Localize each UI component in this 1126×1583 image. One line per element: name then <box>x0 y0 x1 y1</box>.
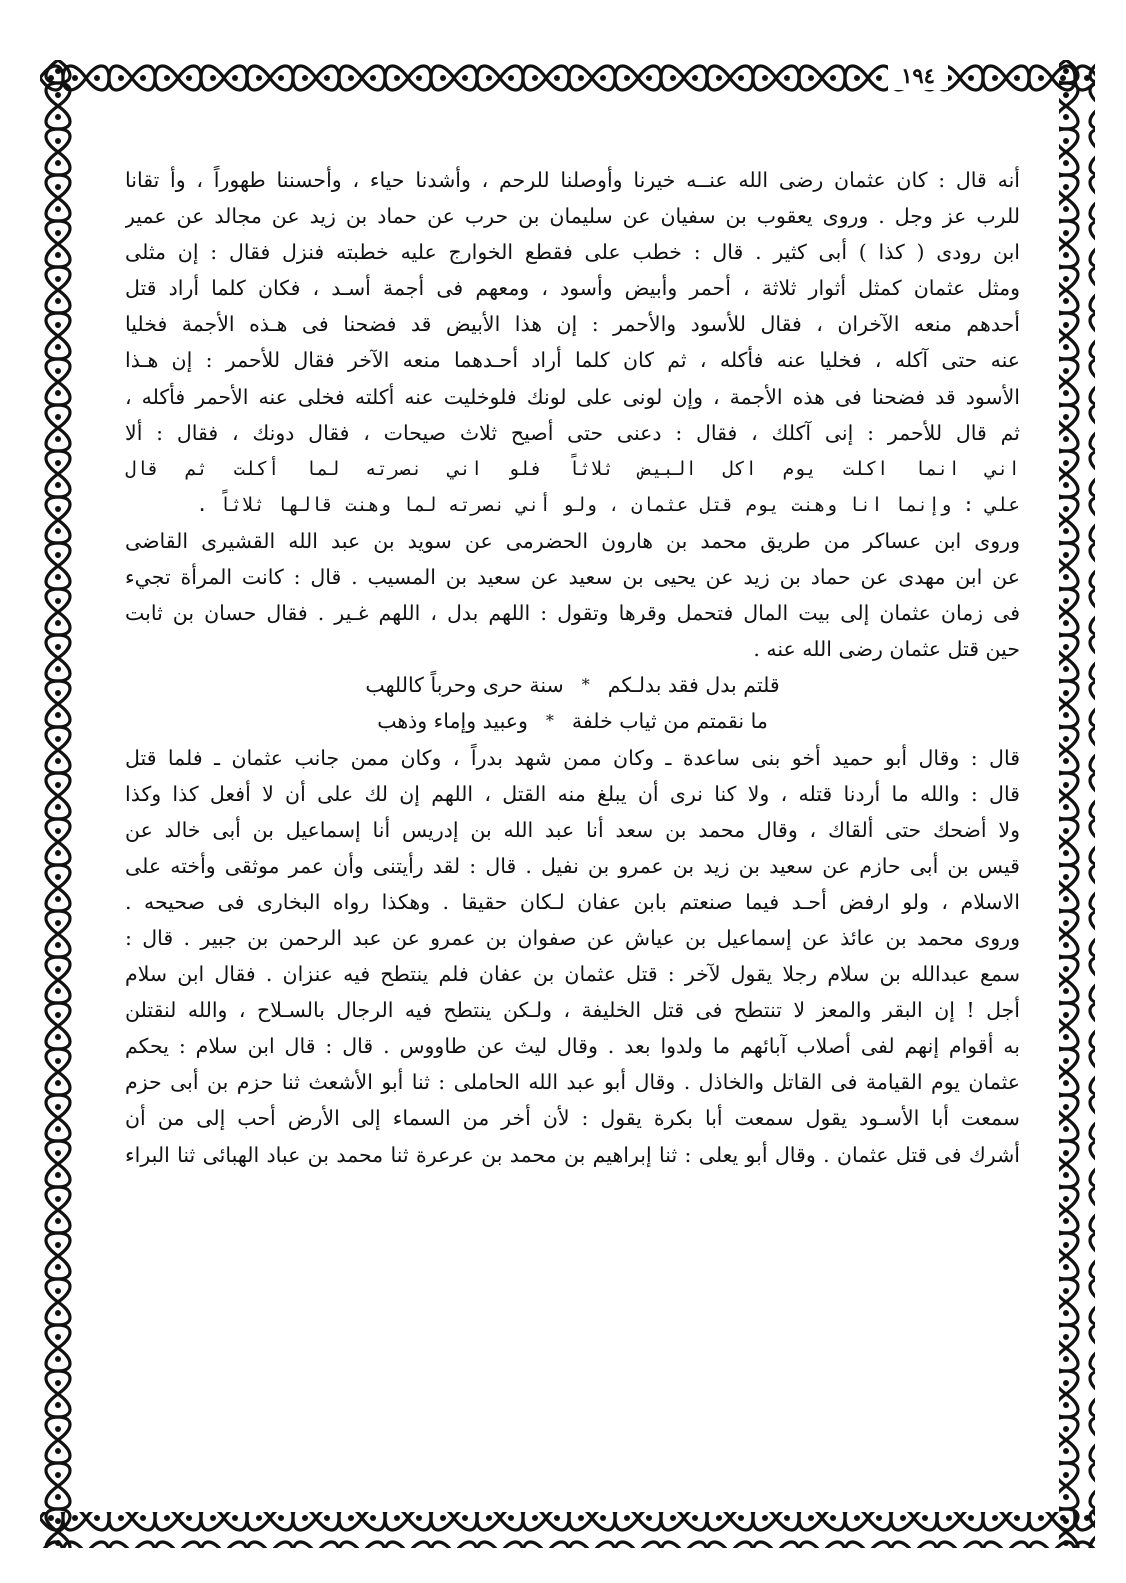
text-line: عن ابن مهدى عن حماد بن زيد عن يحيى بن سعيد عن سعيد بن المسيب . قال : كانت المرأة تجيء <box>125 565 1020 590</box>
text-line: عنه حتى آكله ، فخليا عنه فأكله ، ثم كان كلما أراد أحـدهما منعه الآخر فقال للأحمر : إن هـذا <box>125 348 1020 373</box>
text-line: وروى ابن عساكر من طريق محمد بن هارون الحضرمى عن سويد بن عبد الله القشيرى القاضى <box>125 528 1020 553</box>
typewriter-line: علي : وإنما انا وهنت يوم قتل عثمان ، ولو أني نصرته لما وهنت قالها ثلاثاً . <box>196 493 1020 516</box>
text-line: به أقوام إنهم لفى أصلاب آبائهم ما ولدوا بعد . وقال ليث عن طاووس . قال : قال ابن سلام : يحكم <box>125 1034 1020 1059</box>
verse-hemistich-right: قلتم بدل فقد بدلـكم <box>607 673 780 698</box>
text-line: عثمان يوم القيامة فى القاتل والخاذل . وقال أبو عبد الله الحاملى : ثنا أبو الأشعث ثنا حزم بن أبى حزم <box>125 1070 1020 1095</box>
text-line: أنه قال : كان عثمان رضى الله عنــه خيرنا وأوصلنا للرحم ، وأشدنا حياء ، وأحسننا طهوراً ، وأ تقانا <box>125 168 1020 192</box>
verse-line <box>125 703 1020 739</box>
text-line: ولا أضحك حتى ألقاك ، وقال محمد بن سعد أنا عبد الله بن إدريس أنا إسماعيل بن أبى خالد عن <box>125 817 1020 842</box>
text-line: حين قتل عثمان رضى الله عنه . <box>753 637 1020 662</box>
text-line: قال : وقال أبو حميد أخو بنى ساعدة ـ وكان ممن شهد بدراً ، وكان ممن جانب عثمان ـ فلما قتل <box>125 745 1020 770</box>
verse-line <box>125 667 1020 703</box>
typewriter-line: اني انما اكلت يوم اكل البيض ثلاثاً فلو اني نصرته لما أكلت ثم قال <box>125 457 1020 480</box>
border-right <box>1059 60 1095 1548</box>
text-line: قيس بن أبى حازم عن سعيد بن زيد بن عمرو بن نفيل . قال : لقد رأيتنى وأن عمر موثقى وأخته على <box>125 853 1020 878</box>
page-number: ١٩٤ <box>888 62 948 90</box>
text-line: ابن رودى ( كذا ) أبى كثير . قال : خطب على فقطع الخوارج عليه خطبته فنزل فقال : إن مثلى <box>125 240 1020 265</box>
text-line: سمع عبدالله بن سلام رجلا يقول لآخر : قتل عثمان بن عفان فلم ينتطح فيه عنزان . فقال ابن سلام <box>125 962 1020 987</box>
text-line: ومثل عثمان كمثل أثوار ثلاثة ، أحمر وأبيض وأسود ، ومعهم فى أجمة أسـد ، فكان كلما أراد قتل <box>125 276 1020 301</box>
verse-hemistich-left: وعبيد وإماء وذهب <box>377 709 528 734</box>
text-line: وروى محمد بن عائذ عن إسماعيل بن عياش عن صفوان بن عمرو عن عبد الرحمن بن جبير . قال : <box>125 925 1020 950</box>
verse-separator: * <box>581 675 590 695</box>
verse-hemistich-right: ما نقمتم من ثياب خلفة <box>571 709 768 734</box>
text-line: للرب عز وجل . وروى يعقوب بن سفيان عن سليمان بن حرب عن حماد بن زيد عن مجالد عن عمير <box>125 204 1020 229</box>
border-bottom <box>40 1512 1095 1548</box>
verse-hemistich-left: سنة حرى وحرباً كاللهب <box>365 673 564 698</box>
text-line: ثم قال للأحمر : إنى آكلك ، فقال : دعنى حتى أصيح ثلاث صيحات ، فقال دونك ، فقال : ألا <box>125 420 1020 445</box>
text-line: الاسلام ، ولو ارفض أحـد فيما صنعتم بابن عفان لـكان حقيقا . وهكذا رواه البخارى فى صحيحه . <box>125 889 1020 914</box>
text-line: أشرك فى قتل عثمان . وقال أبو يعلى : ثنا إبراهيم بن محمد بن عرعرة ثنا محمد بن عباد الهبائى ثنا البراء <box>125 1142 1020 1167</box>
text-line: الأسود قد فضحنا فى هذه الأجمة ، وإن لونى على لونك فلوخليت عنه أكلته فخلى عنه الأحمر فأكله ، <box>125 384 1020 409</box>
text-line: سمعت أبا الأسـود يقول سمعت أبا بكرة يقول : لأن أخر من السماء إلى الأرض أحب إلى من أن <box>125 1106 1020 1131</box>
text-line: أجل ! إن البقر والمعز لا تنتطح فى قتل الخليفة ، ولـكن ينتطح فيه الرجال بالسـلاح ، والله لنقتلن <box>125 998 1020 1023</box>
border-left <box>40 60 76 1548</box>
page-body <box>125 162 1020 1173</box>
text-line: أحدهم منعه الآخران ، فقال للأسود والأحمر : إن هذا الأبيض قد فضحنا فى هـذه الأجمة فخليا <box>125 312 1020 337</box>
verse-separator: * <box>545 711 554 731</box>
text-line: فى زمان عثمان إلى بيت المال فتحمل وقرها وتقول : اللهم بدل ، اللهم غـير . فقال حسان بن ثابت <box>125 601 1020 626</box>
text-line: قال : والله ما أردنا قتله ، ولا كنا نرى أن يبلغ منه القتل ، اللهم إن لك على أن لا أفعل كذا وكذا <box>125 781 1020 806</box>
